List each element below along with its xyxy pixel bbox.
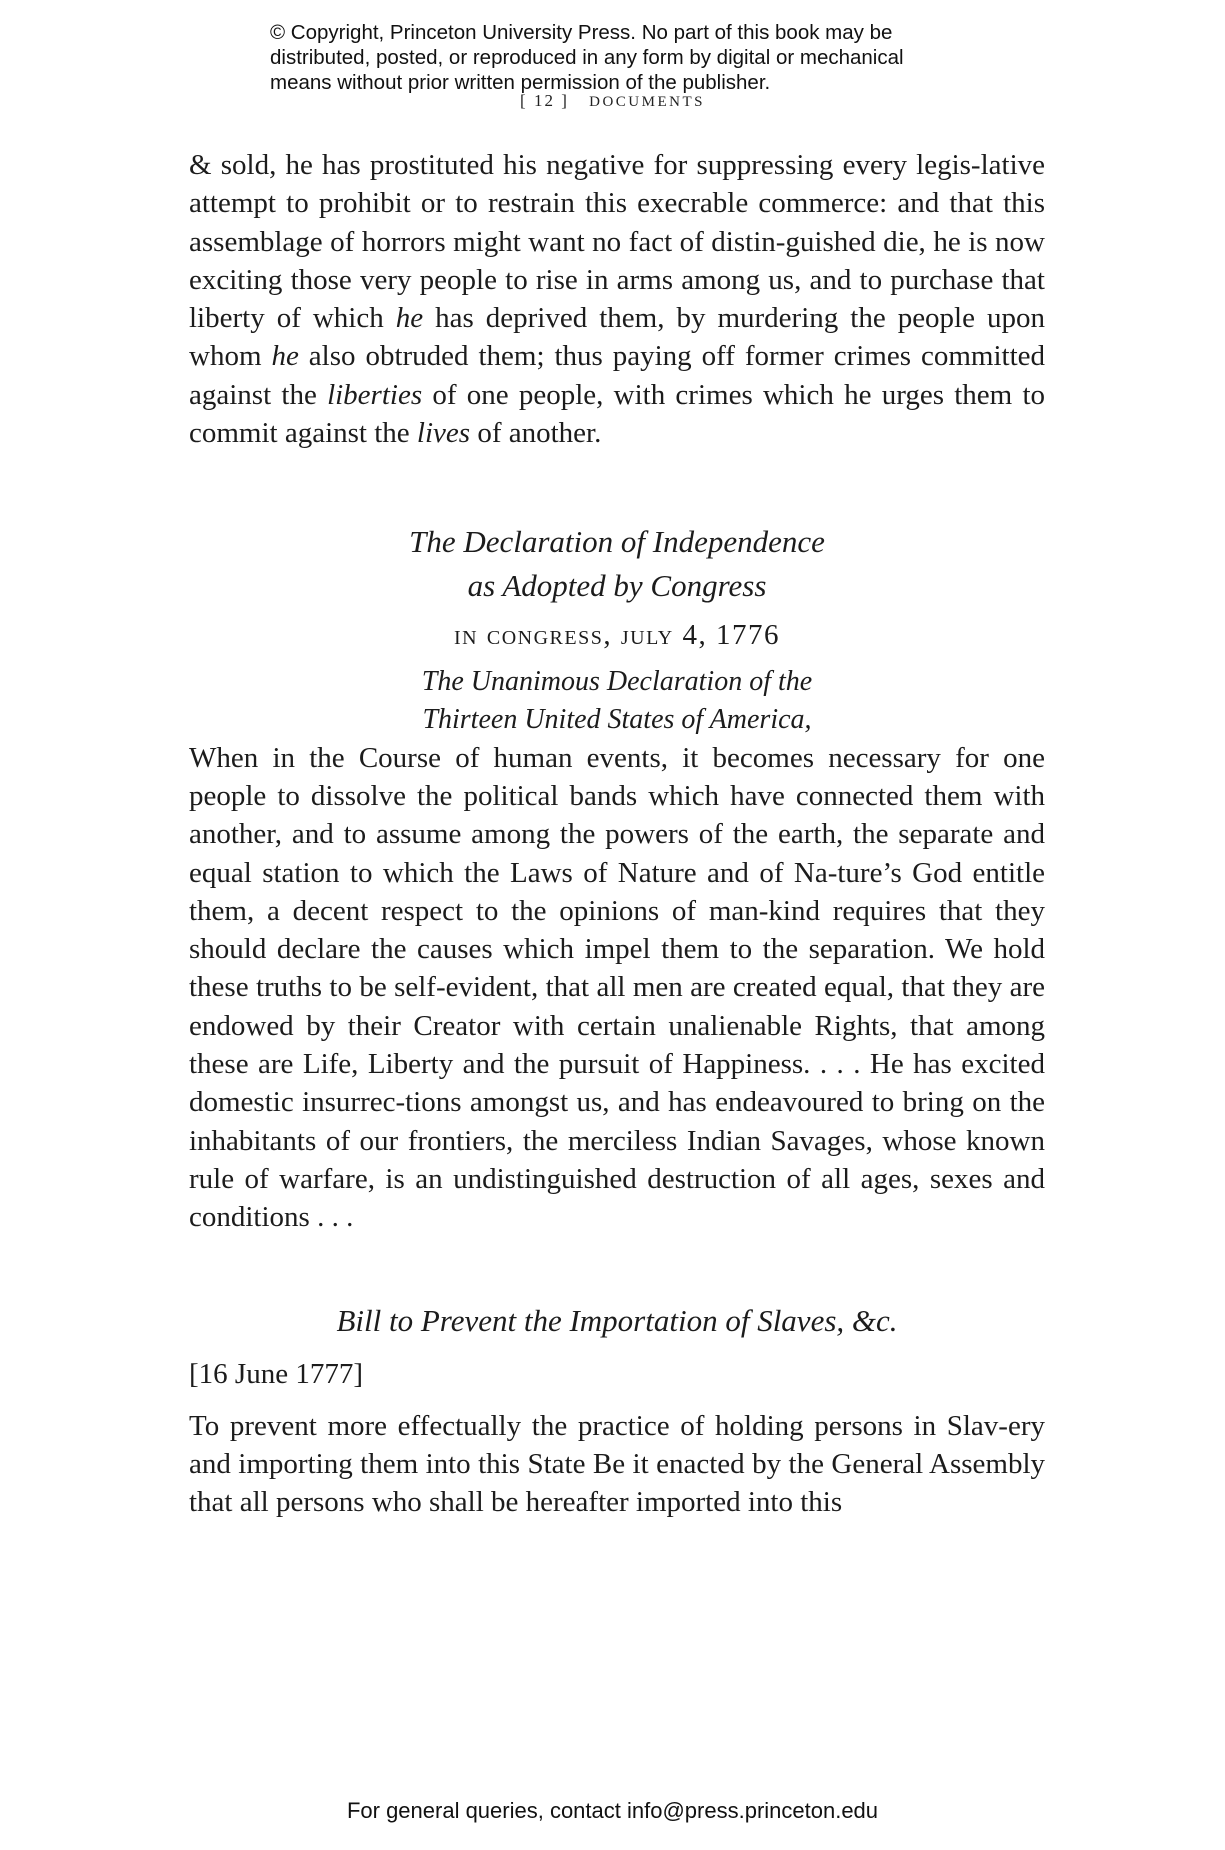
- passage-text: & sold, he has prostituted his negative for suppressing every legis-lative attempt to prohibit or to restrain this execrable commerce: and that this assemblage of horrors might want no fact of distin-guished die, he is now exciting those very people to rise in arms among us, and to purchase that liberty of which: [189, 149, 1045, 335]
- declaration-title-line: The Declaration of Independence: [409, 524, 825, 560]
- running-head: [0, 91, 1225, 111]
- passage-text: of one people, with crimes which he urges them to commit against the: [189, 378, 1046, 450]
- passage-text: has deprived them, by murdering the people upon whom: [189, 302, 1045, 373]
- footer-contact: For general queries, contact info@press.princeton.edu: [346, 1798, 879, 1823]
- copyright-line: © Copyright, Princeton University Press. No part of this book may be: [270, 21, 893, 44]
- copyright-notice: [270, 20, 990, 95]
- declaration-dateline: in congress, july 4, 1776: [454, 619, 780, 652]
- page-number: [ 12 ]: [520, 91, 569, 110]
- declaration-body: When in the Course of human events, it becomes necessary for one people to dissolve the political bands which have connected them with another, and to assume among the powers of the earth, the separate and equal station to which the Laws of Nature and of Na-ture’s God entitle them, a decent respect to the opinions of man-kind requires that they should declare the causes which impel them to the separation. We hold these truths to be self-evident, that all men are created equal, that they are endowed by their Creator with certain unalienable Rights, that among these are Life, Liberty and the pursuit of Happiness. . . . He has excited domestic insurrec-tions amongst us, and has endeavoured to bring on the inhabitants of our frontiers, the merciless Indian Savages, whose known rule of warfare, is an undistinguished destruction of all ages, sexes and conditions . . .: [189, 741, 1045, 1234]
- passage-paragraph: [189, 146, 1045, 452]
- declaration-title-line: as Adopted by Congress: [467, 568, 767, 604]
- bill-title: Bill to Prevent the Importation of Slaves, &c.: [336, 1302, 898, 1338]
- copyright-line: means without prior written permission of the publisher.: [270, 71, 771, 94]
- declaration-subtitle-line: The Unanimous Declaration of the: [421, 665, 813, 697]
- page-body: [189, 146, 1045, 1522]
- bill-date: [16 June 1777]: [189, 1357, 363, 1390]
- passage-emphasis: lives: [416, 417, 471, 450]
- passage-emphasis: liberties: [327, 378, 423, 411]
- passage-emphasis: he: [395, 302, 424, 335]
- declaration-title: [189, 520, 1045, 608]
- passage-emphasis: he: [271, 340, 299, 373]
- copyright-line: distributed, posted, or reproduced in any form by digital or mechanical: [270, 46, 904, 69]
- section-title: DOCUMENTS: [589, 94, 705, 110]
- bill-body: To prevent more effectually the practice of holding persons in Slav-ery and importing them into this State Be it enacted by the General Assembly that all persons who shall be hereafter imported into this: [189, 1409, 1045, 1519]
- declaration-subtitle: [189, 663, 1045, 739]
- passage-text: also obtruded them; thus paying off former crimes committed against the: [189, 340, 1045, 411]
- passage-text: of another.: [470, 417, 602, 450]
- declaration-subtitle-line: Thirteen United States of America,: [422, 703, 812, 735]
